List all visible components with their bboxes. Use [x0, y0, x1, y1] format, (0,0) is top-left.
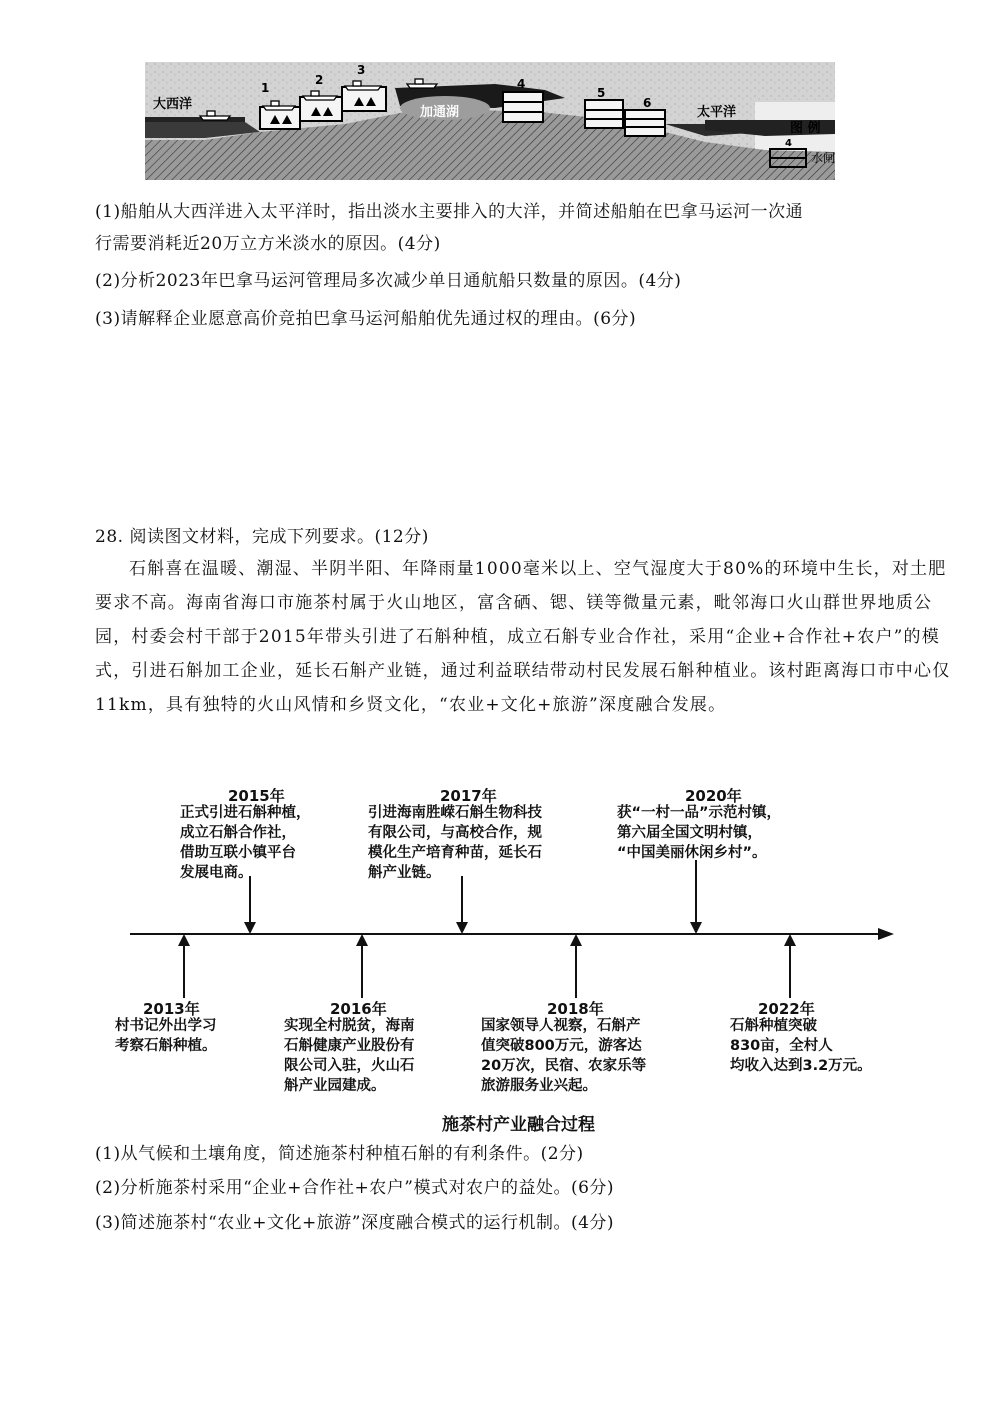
timeline-year-2015: 2015年 — [228, 787, 285, 805]
lock-number-3: 3 — [357, 63, 366, 77]
lock-number-4: 4 — [517, 77, 526, 91]
timeline-event-2018: 国家领导人视察，石斛产 值突破800万元，游客达 20万次，民宿、农家乐等 旅游服务业兴起。 — [481, 1018, 647, 1094]
timeline-year-2017: 2017年 — [440, 787, 497, 805]
timeline-year-2018: 2018年 — [547, 1000, 604, 1018]
arrow-up-2013 — [174, 934, 194, 998]
legend-title: 图 例 — [790, 121, 821, 136]
timeline-event-2015: 正式引进石斛种植， 成立石斛合作社， 借助互联小镇平台 发展电商。 — [180, 805, 311, 881]
arrow-down-2015 — [240, 876, 260, 936]
timeline-year-2016: 2016年 — [330, 1000, 387, 1018]
q27-item1-line1: (1)船舶从大西洋进入太平洋时，指出淡水主要排入的大洋，并简述船舶在巴拿马运河一次通 — [95, 202, 804, 222]
timeline-year-2020: 2020年 — [685, 787, 742, 805]
q27-item3: (3)请解释企业愿意高价竞拍巴拿马运河船舶优先通过权的理由。(6分) — [95, 309, 637, 329]
arrow-down-2020 — [686, 860, 706, 936]
lock-number-6: 6 — [643, 96, 652, 110]
arrow-down-2017 — [452, 876, 472, 936]
label-pacific: 太平洋 — [697, 105, 737, 120]
legend-label-lock: 水闸 — [811, 151, 835, 165]
timeline-event-2013: 村书记外出学习 考察石斛种植。 — [115, 1018, 217, 1054]
q27-item1-line2: 行需要消耗近20万立方米淡水的原因。(4分) — [95, 234, 441, 254]
timeline-event-2016: 实现全村脱贫，海南 石斛健康产业股份有 限公司入驻，火山石 斛产业园建成。 — [284, 1018, 415, 1094]
q28-passage: 石斛喜在温暖、潮湿、半阴半阳、年降雨量1000毫米以上、空气湿度大于80%的环境中生长，对土肥要求不高。海南省海口市施茶村属于火山地区，富含硒、锶、镁等微量元素，毗邻海口火山群世界地质公园，村委会村干部于2015年带头引进了石斛种植，成立石斛专业合作社，采用“企业+合作社+农户”的模式，引进石斛加工企业，延长石斛产业链，通过利益联结带动村民发展石斛种植业。该村距离海口市中心仅11km，具有独特的火山风情和乡贤文化，“农业+文化+旅游”深度融合发展。 — [95, 559, 951, 715]
q28-heading: 28. 阅读图文材料，完成下列要求。(12分) — [95, 527, 429, 547]
timeline-caption: 施茶村产业融合过程 — [442, 1115, 595, 1135]
arrow-up-2016 — [352, 934, 372, 998]
arrow-up-2022 — [780, 934, 800, 998]
timeline-event-2020: 获“一村一品”示范村镇， 第六届全国文明村镇， “中国美丽休闲乡村”。 — [617, 805, 782, 861]
q28-item2: (2)分析施茶村采用“企业+合作社+农户”模式对农户的益处。(6分) — [95, 1178, 615, 1198]
lock-number-1: 1 — [261, 81, 270, 95]
legend-sample-number: 4 — [785, 138, 792, 149]
timeline-event-2017: 引进海南胜嵘石斛生物科技 有限公司，与高校合作，规 模化生产培育种苗，延长石 斛产业链。 — [368, 805, 542, 881]
arrow-up-2018 — [566, 934, 586, 998]
lock-number-2: 2 — [315, 73, 324, 87]
label-gatun-lake: 加通湖 — [420, 105, 460, 120]
timeline-year-2022: 2022年 — [758, 1000, 815, 1018]
lock-number-5: 5 — [597, 86, 606, 100]
q28-item3: (3)简述施茶村“农业+文化+旅游”深度融合模式的运行机制。(4分) — [95, 1213, 615, 1233]
q27-item2: (2)分析2023年巴拿马运河管理局多次减少单日通航船只数量的原因。(4分) — [95, 271, 682, 291]
timeline-event-2022: 石斛种植突破 830亩，全村人 均收入达到3.2万元。 — [730, 1018, 872, 1074]
panama-canal-cross-section — [145, 62, 835, 180]
label-atlantic: 大西洋 — [153, 97, 193, 112]
q28-item1: (1)从气候和土壤角度，简述施茶村种植石斛的有利条件。(2分) — [95, 1144, 584, 1164]
timeline-year-2013: 2013年 — [143, 1000, 200, 1018]
